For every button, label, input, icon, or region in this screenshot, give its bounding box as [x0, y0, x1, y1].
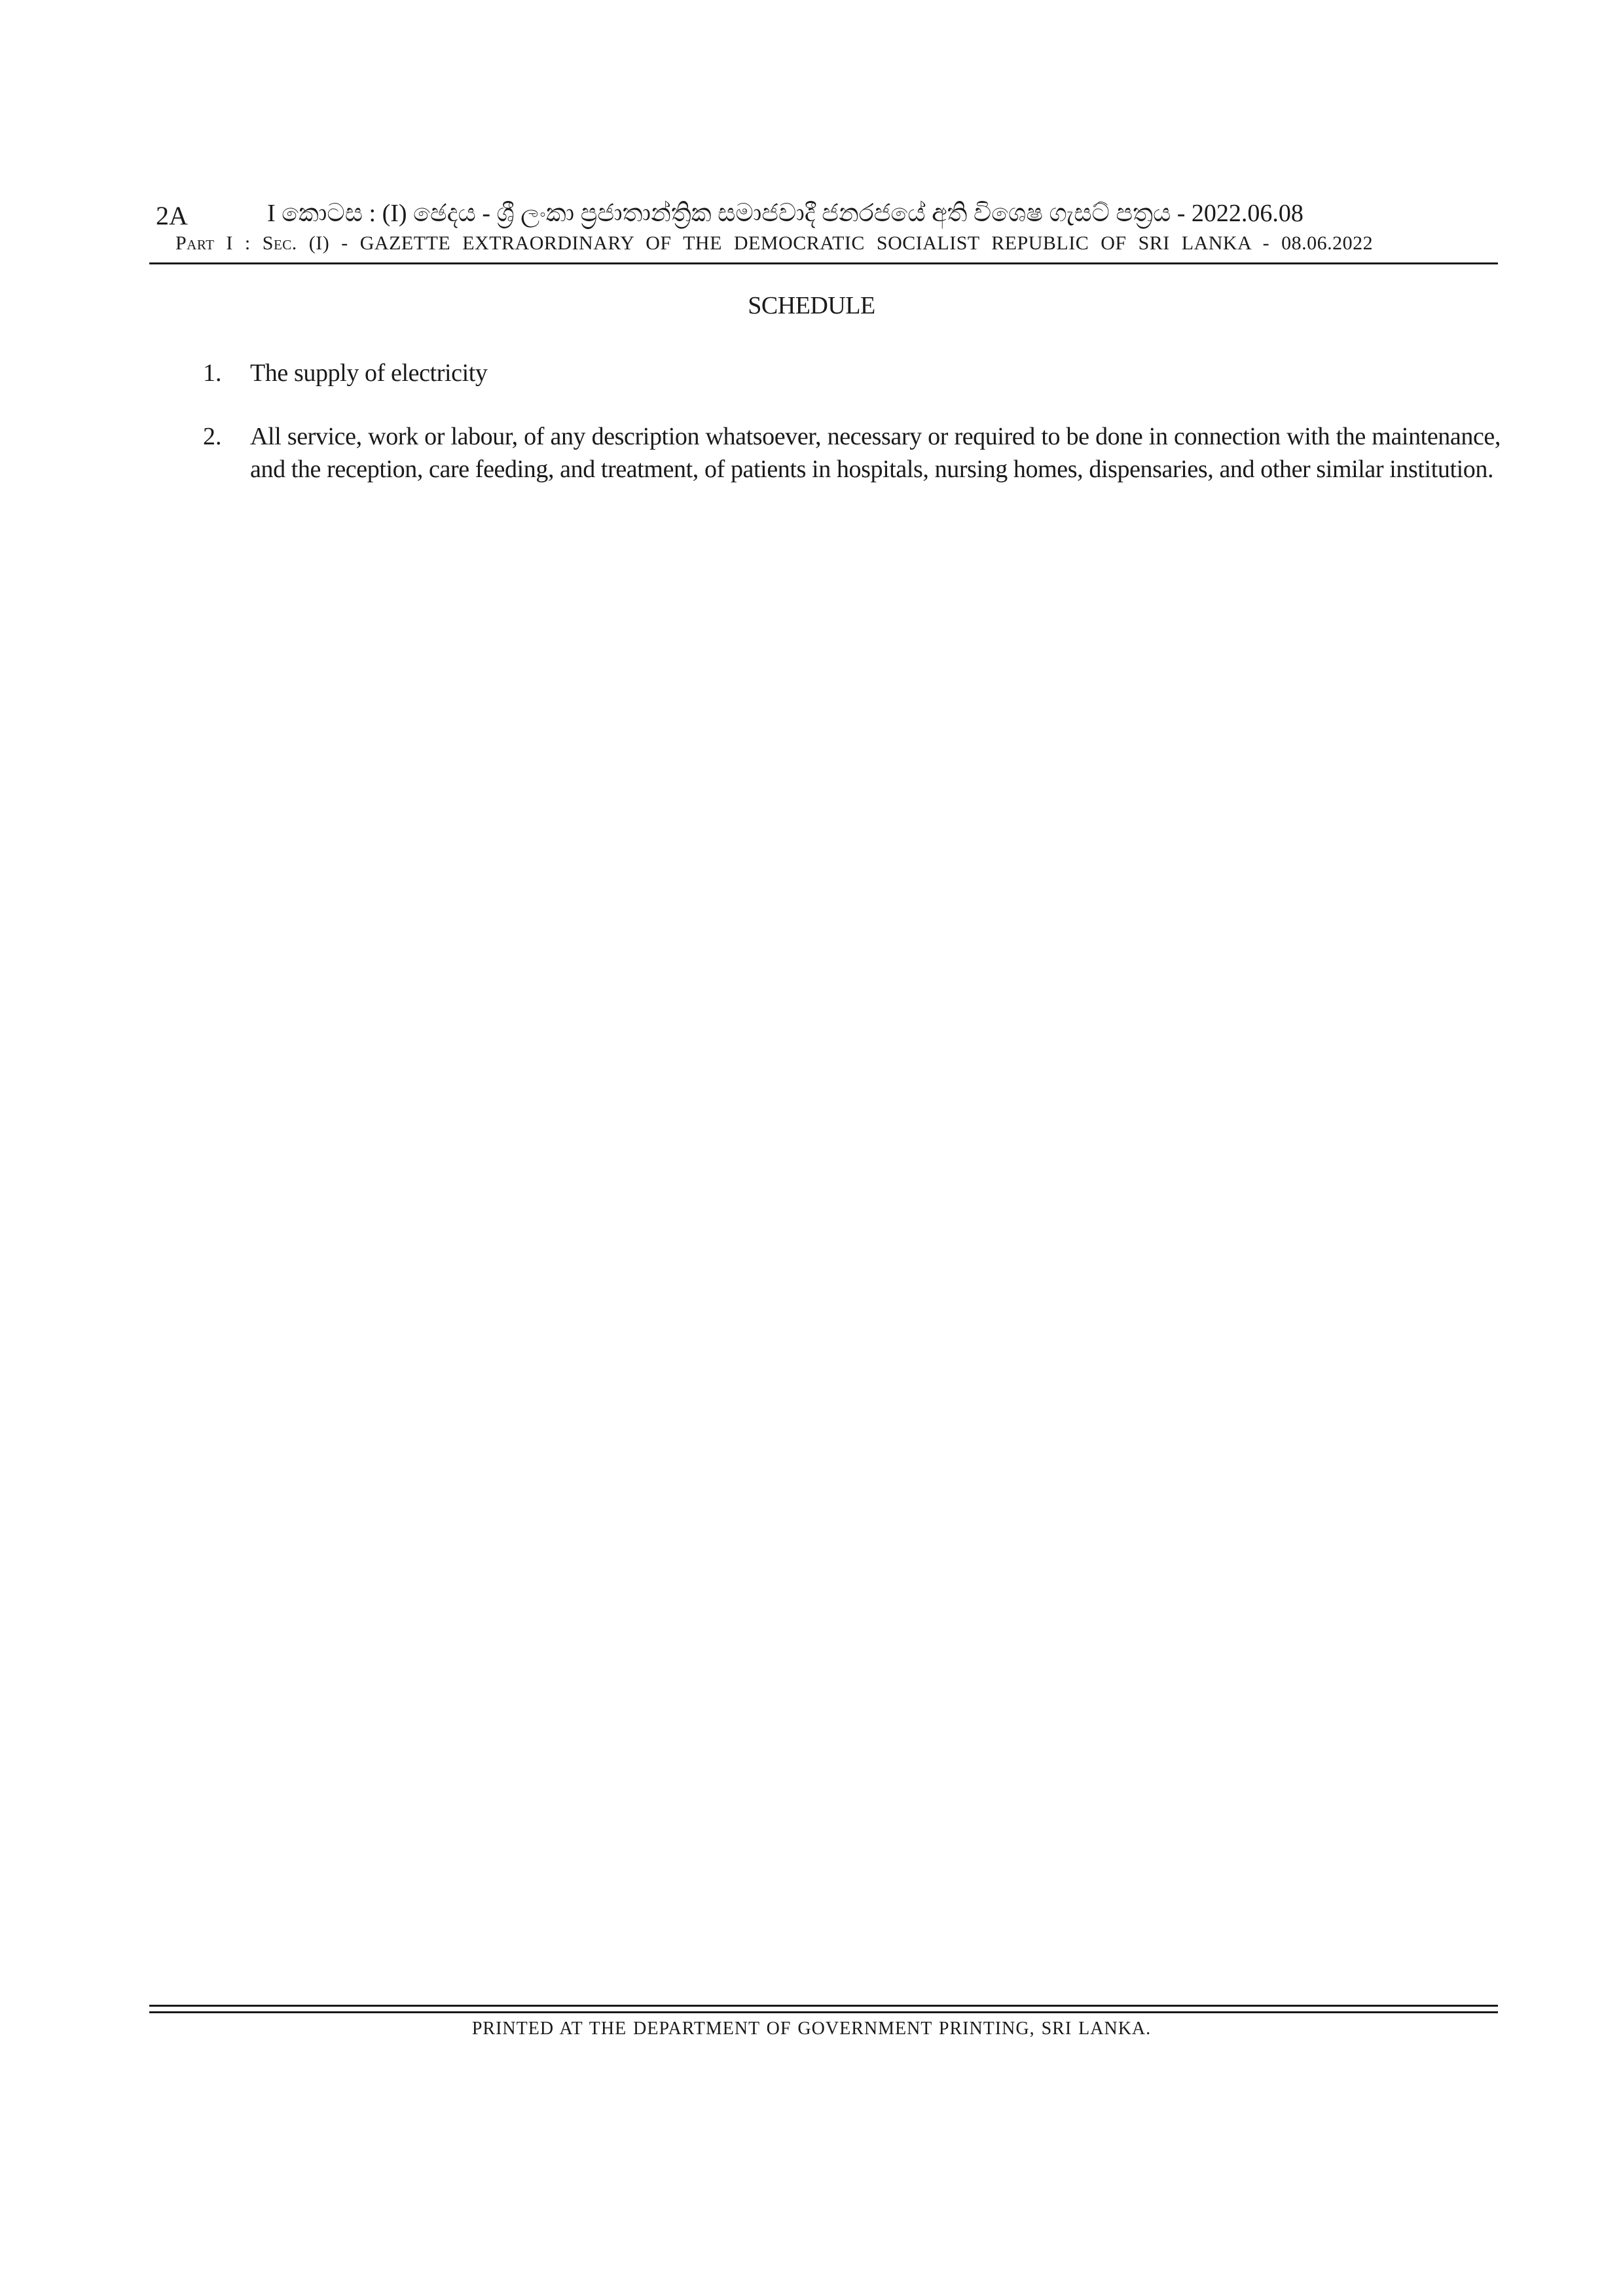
schedule-item-text: The supply of electricity [250, 359, 488, 387]
sinhala-header-title: I කොටස : (I) ඡෙදය - ශ්‍රී ලංකා ප්‍රජාතාන්ත්‍රික සමාජවාදී ජනරජයේ අති විශෙෂ ගැසට් පත්‍රය - 2022.06.08 [267, 200, 1304, 227]
english-header-title [175, 232, 1373, 255]
schedule-item-number: 2. [203, 423, 222, 450]
english-header-part: Part I [175, 232, 233, 254]
footer-divider-bottom [149, 2011, 1498, 2013]
page-number: 2A [156, 201, 188, 230]
footer-divider-top [149, 2005, 1498, 2007]
schedule-item-text: All service, work or labour, of any description whatsoever, necessary or required to be done in connection with the maintenance, and the reception, care feeding, and treatment, of patients in hospitals, nursing homes, dispensaries, and other similar institution. [250, 423, 1501, 483]
schedule-item-number: 1. [203, 359, 222, 387]
printer-footer: PRINTED AT THE DEPARTMENT OF GOVERNMENT PRINTING, SRI LANKA. [471, 2018, 1152, 2039]
english-header-rest: (I) - GAZETTE EXTRAORDINARY OF THE DEMOCRATIC SOCIALIST REPUBLIC OF SRI LANKA - 08.06.2022 [297, 232, 1374, 254]
header-divider [149, 262, 1498, 264]
gazette-header [149, 196, 1498, 268]
english-header-sec: Sec. [262, 232, 297, 254]
english-header-separator: : [232, 232, 263, 254]
schedule-heading: SCHEDULE [748, 292, 875, 319]
